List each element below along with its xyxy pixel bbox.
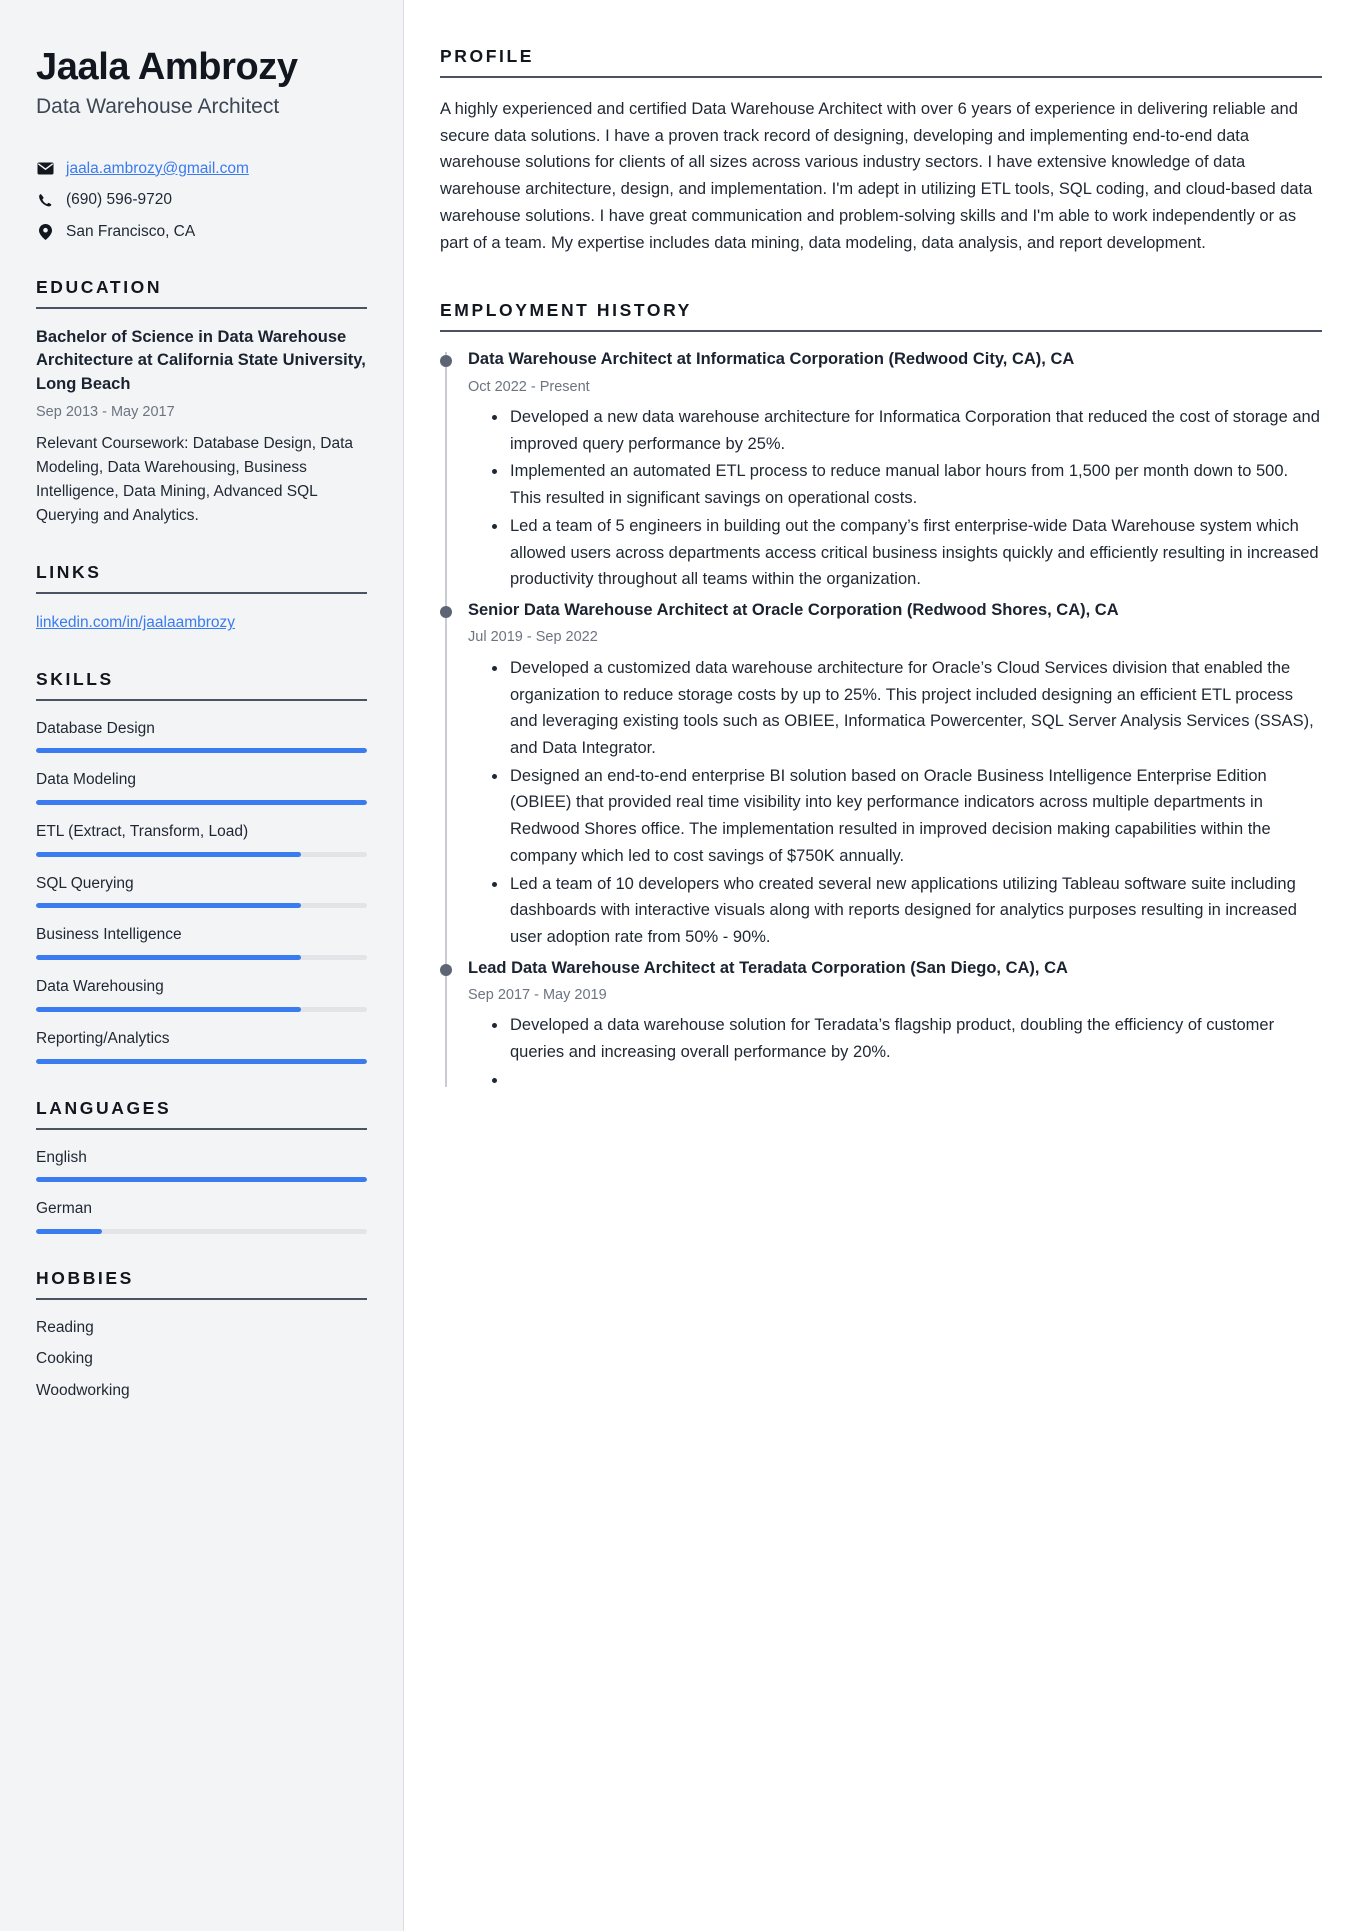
map-pin-icon [36,224,54,240]
employment-title: Data Warehouse Architect at Informatica Corporation (Redwood City, CA), CA [468,350,1075,369]
section-heading-links: LINKS [36,562,102,583]
phone-value: (690) 596-9720 [66,191,172,209]
list-item [36,611,367,634]
rating-bar-track [36,1177,367,1182]
rating-bar-fill [36,1007,301,1012]
rating-item [36,1147,367,1183]
rating-bar-track [36,1229,367,1234]
education-dates: Sep 2013 - May 2017 [36,404,175,421]
rating-bar-fill [36,1059,367,1064]
section-divider [440,76,1322,78]
location-value: San Francisco, CA [66,223,196,241]
section-education [36,277,367,529]
header-subtitle: Data Warehouse Architect [36,94,280,118]
education-coursework: Relevant Coursework: Database Design, Data Modeling, Data Warehousing, Business Intelligence, Data Mining, Advanced SQL Querying and Analytics. [36,435,354,525]
rating-label: Data Warehousing [36,978,164,996]
contact-email-row[interactable] [36,158,367,180]
rating-bar-track [36,748,367,753]
employment-entry [468,957,1322,1087]
skills-list [36,718,367,1064]
section-heading-hobbies: HOBBIES [36,1267,134,1288]
rating-label: SQL Querying [36,874,134,892]
rating-label: Reporting/Analytics [36,1029,170,1047]
phone-icon [36,193,54,208]
employment-bullet-list [468,1012,1322,1086]
timeline-dot-icon [440,964,452,976]
profile-link[interactable]: linkedin.com/in/jaalaambrozy [36,614,236,632]
main-content [404,0,1366,1931]
list-item: Cooking [36,1350,93,1368]
rating-item [36,1028,367,1064]
rating-label: English [36,1148,87,1166]
list-item: Reading [36,1318,94,1336]
section-languages [36,1098,367,1234]
contact-phone-row [36,189,367,211]
hobbies-list [36,1317,367,1402]
rating-bar-fill [36,1229,102,1234]
employment-bullet-list [468,655,1322,951]
section-divider [36,1128,367,1130]
employment-bullet [492,1067,1322,1087]
rating-bar-track [36,1059,367,1064]
section-skills [36,669,367,1064]
employment-title: Senior Data Warehouse Architect at Oracle Corporation (Redwood Shores, CA), CA [468,601,1119,620]
rating-label: ETL (Extract, Transform, Load) [36,823,249,841]
employment-dates: Sep 2017 - May 2019 [468,987,607,1004]
section-hobbies [36,1268,367,1402]
employment-bullet-list [468,404,1322,593]
rating-bar-fill [36,955,301,960]
employment-bullet: Developed a data warehouse solution for Teradata’s flagship product, doubling the efficiency of customer queries and increasing overall performance by 20%. [492,1012,1322,1065]
rating-label: Data Modeling [36,771,136,789]
rating-item [36,769,367,805]
rating-item [36,718,367,754]
education-degree: Bachelor of Science in Data Warehouse Architecture at California State University, Long Beach [36,327,366,393]
employment-bullet: Designed an end-to-end enterprise BI solution based on Oracle Business Intelligence Enterprise Edition (OBIEE) that provided real time visibility into key performance indicators across multiple departments in Redwood Shores office. The implementation resulted in improved decision making capabilities within the company which led to cost savings of $750K annually. [492,763,1322,870]
section-divider [36,1298,367,1300]
rating-bar-track [36,852,367,857]
rating-bar-track [36,955,367,960]
rating-bar-track [36,1007,367,1012]
profile-text: A highly experienced and certified Data Warehouse Architect with over 6 years of experience in delivering reliable and secure data solutions. I have a proven track record of designing, developing and implementing end-to-end data warehouse solutions for clients of all sizes across various industry sectors. I have extensive knowledge of data warehouse architecture, design, and implementation. I'm adept in utilizing ETL tools, SQL coding, and cloud-based data warehouse solutions. I have great communication and problem-solving skills and I'm able to work independently or as part of a team. My expertise includes data mining, data modeling, data analysis, and report development. [440,100,1313,252]
rating-bar-track [36,800,367,805]
section-heading-education: EDUCATION [36,276,163,297]
employment-title: Lead Data Warehouse Architect at Teradata Corporation (San Diego, CA), CA [468,958,1068,977]
section-employment-history [440,300,1322,1087]
section-divider [36,592,367,594]
employment-bullet: Led a team of 10 developers who created several new applications utilizing Tableau software suite including dashboards with interactive visuals along with reports designed for analytics purposes resulting in increased user adoption rate from 50% - 90%. [492,871,1322,951]
section-divider [36,699,367,701]
employment-bullet: Led a team of 5 engineers in building out the company’s first enterprise-wide Data Warehouse system which allowed users across departments access critical business insights quickly and efficiently resulting in increased productivity throughout all teams within the organization. [492,513,1322,593]
rating-bar-fill [36,800,367,805]
section-heading-employment: EMPLOYMENT HISTORY [440,300,692,321]
section-divider [440,330,1322,332]
list-item: Woodworking [36,1381,130,1399]
languages-list [36,1147,367,1234]
rating-item [36,1198,367,1234]
rating-bar-fill [36,1177,367,1182]
timeline-dot-icon [440,355,452,367]
sidebar [0,0,404,1931]
employment-bullet: Developed a customized data warehouse architecture for Oracle’s Cloud Services division that enabled the organization to reduce storage costs by up to 25%. This project included designing an efficient ETL process and leveraging existing tools such as OBIEE, Informatica Powercenter, SQL Server Analysis Services (SSAS), and Data Integrator. [492,655,1322,762]
rating-item [36,873,367,909]
rating-bar-fill [36,748,367,753]
rating-label: Database Design [36,719,155,737]
section-heading-languages: LANGUAGES [36,1097,172,1118]
employment-entry [468,348,1322,593]
employment-timeline [440,348,1322,1087]
rating-label: Business Intelligence [36,926,182,944]
rating-item [36,976,367,1012]
section-divider [36,307,367,309]
links-list [36,611,367,634]
section-links [36,562,367,634]
employment-entry [468,599,1322,951]
section-heading-profile: PROFILE [440,46,535,66]
rating-label: German [36,1200,92,1218]
employment-dates: Jul 2019 - Sep 2022 [468,629,598,646]
section-heading-skills: SKILLS [36,668,114,689]
timeline-dot-icon [440,606,452,618]
employment-dates: Oct 2022 - Present [468,378,590,395]
rating-bar-fill [36,903,301,908]
email-link[interactable]: jaala.ambrozy@gmail.com [66,159,249,177]
contact-location-row [36,221,367,243]
page-title: Jaala Ambrozy [36,46,298,88]
rating-bar-track [36,903,367,908]
rating-item [36,821,367,857]
section-profile [440,46,1322,256]
employment-bullet: Developed a new data warehouse architecture for Informatica Corporation that reduced the cost of storage and improved query performance by 25%. [492,404,1322,457]
employment-bullet: Implemented an automated ETL process to reduce manual labor hours from 1,500 per month down to 500. This resulted in significant savings on operational costs. [492,458,1322,511]
envelope-icon [36,162,54,175]
rating-bar-fill [36,852,301,857]
rating-item [36,924,367,960]
contact-block [36,158,367,243]
